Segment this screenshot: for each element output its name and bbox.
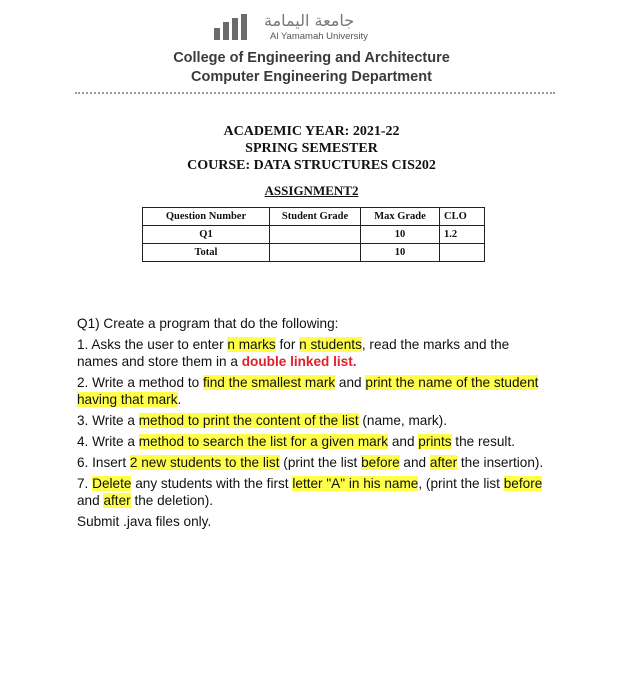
cell-student-grade — [270, 244, 361, 262]
cell-max-grade: 10 — [361, 244, 440, 262]
logo-bars-icon — [214, 14, 258, 40]
table-row — [143, 244, 485, 262]
question-block — [77, 315, 553, 534]
question-item-7: 7. Delete any students with the first letter "A" in his name, (print the list before and after the deletion). — [77, 476, 543, 508]
cell-student-grade — [270, 226, 361, 244]
grades-table — [142, 207, 485, 262]
logo-english-name: Al Yamamah University — [270, 31, 368, 42]
logo-arabic-name: جامعة اليمامة — [264, 11, 355, 30]
academic-year: ACADEMIC YEAR: 2021-22 — [223, 124, 400, 139]
table-row — [143, 226, 485, 244]
submit-note: Submit .java files only. — [77, 514, 212, 529]
question-intro: Q1) Create a program that do the following: — [77, 316, 339, 331]
question-item-3: 3. Write a method to print the content of the list (name, mark). — [77, 413, 447, 428]
table-header-row — [143, 208, 485, 226]
header-divider — [75, 92, 555, 94]
cell-clo — [440, 244, 485, 262]
course-title: COURSE: DATA STRUCTURES CIS202 — [187, 158, 436, 173]
question-item-1: 1. Asks the user to enter n marks for n students, read the marks and the names and store them in a double linked list. — [77, 337, 510, 369]
cell-question: Q1 — [143, 226, 270, 244]
semester: SPRING SEMESTER — [245, 141, 378, 156]
college-name: College of Engineering and Architecture — [173, 50, 450, 66]
header-clo: CLO — [440, 208, 485, 226]
question-item-4: 4. Write a method to search the list for a given mark and prints the result. — [77, 434, 515, 449]
cell-clo: 1.2 — [440, 226, 485, 244]
header-max-grade: Max Grade — [361, 208, 440, 226]
question-item-6: 6. Insert 2 new students to the list (print the list before and after the insertion). — [77, 455, 544, 470]
university-logo — [214, 12, 374, 44]
cell-question: Total — [143, 244, 270, 262]
question-item-2: 2. Write a method to find the smallest mark and print the name of the student having that mark. — [77, 375, 539, 407]
header-student-grade: Student Grade — [270, 208, 361, 226]
header-question-number: Question Number — [143, 208, 270, 226]
department-name: Computer Engineering Department — [191, 69, 432, 85]
assignment-title: ASSIGNMENT2 — [264, 183, 359, 198]
cell-max-grade: 10 — [361, 226, 440, 244]
